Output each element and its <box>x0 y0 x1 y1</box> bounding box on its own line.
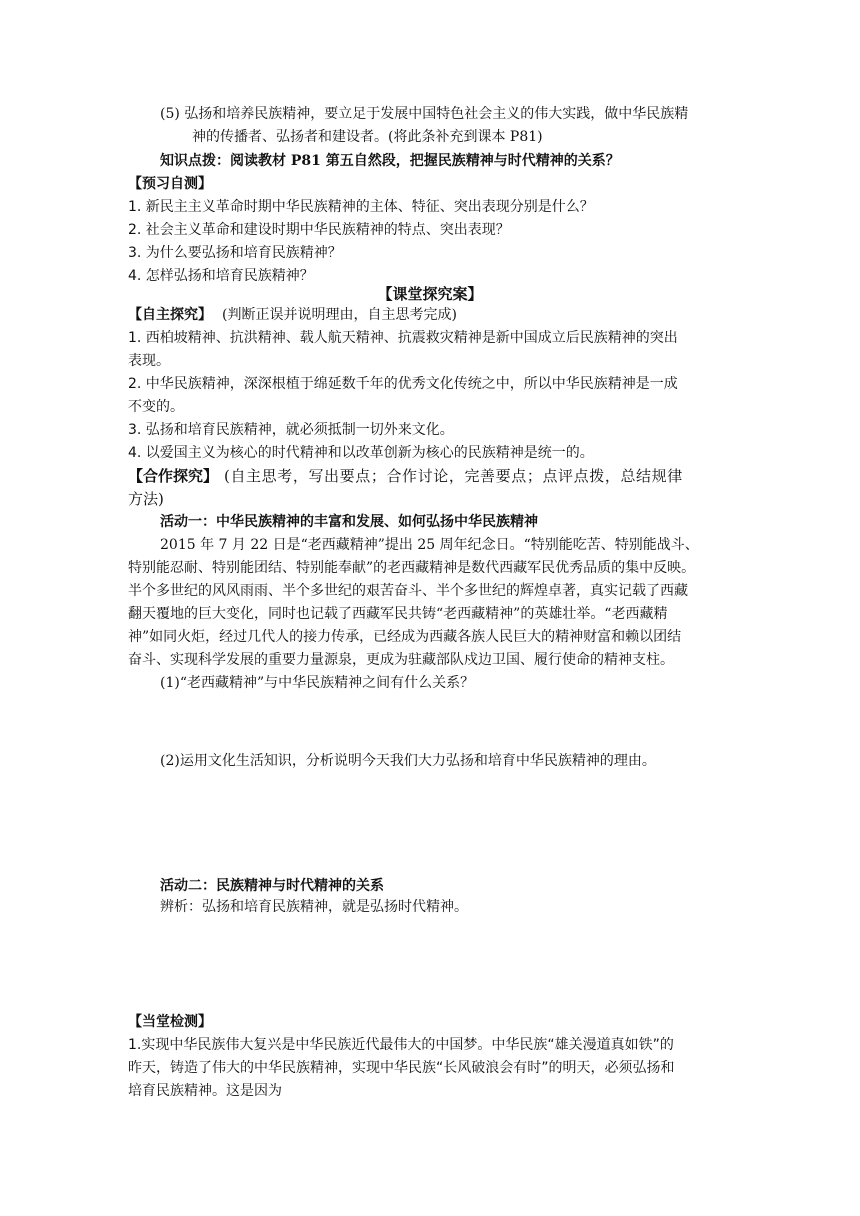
self-item-2-line-2: 不变的。 <box>128 399 184 415</box>
class-test-line-3: 培育民族精神。这是因为 <box>128 1083 282 1099</box>
self-explore-note: (判断正误并说明理由，自主思考完成) <box>222 307 457 323</box>
activity-1-para-line-6: 奋斗、实现科学发展的重要力量源泉，更成为驻藏部队戍边卫国、履行使命的精神支柱。 <box>128 652 674 668</box>
self-item-1-line-2: 表现。 <box>128 353 170 369</box>
activity-1-para-line-2: 特别能忍耐、特别能团结、特别能奉献”的老西藏精神是数代西藏军民优秀品质的集中反映。 <box>128 560 696 576</box>
activity-1-para-line-3: 半个多世纪的风风雨雨、半个多世纪的艰苦奋斗、半个多世纪的辉煌卓著，真实记载了西藏 <box>128 583 688 599</box>
activity-1-para-line-1: 2015 年 7 月 22 日是“老西藏精神”提出 25 周年纪念日。“特别能吃苦、特别能战斗、 <box>160 537 699 553</box>
activity-1-para-line-4: 翻天覆地的巨大变化，同时也记载了西藏军民共铸“老西藏精神”的英雄壮举。“老西藏精 <box>128 606 668 622</box>
class-test-line-2: 昨天，铸造了伟大的中华民族精神，实现中华民族“长风破浪会有时”的明天，必须弘扬和 <box>128 1060 675 1076</box>
activity-1-para-line-5: 神”如同火炬，经过几代人的接力传承，已经成为西藏各族人民巨大的精神财富和赖以团结 <box>128 629 682 645</box>
self-item-1-line-1: 1. 西柏坡精神、抗洪精神、载人航天精神、抗震救灾精神是新中国成立后民族精神的突出 <box>128 330 678 346</box>
self-item-2-line-1: 2. 中华民族精神，深深根植于绵延数千年的优秀文化传统之中，所以中华民族精神是一成 <box>128 376 678 392</box>
activity-2-title: 活动二：民族精神与时代精神的关系 <box>160 878 384 894</box>
class-test-line-1: 1.实现中华民族伟大复兴是中华民族近代最伟大的中国梦。中华民族“雄关漫道真如铁”的 <box>128 1037 674 1053</box>
activity-2-analysis: 辨析：弘扬和培育民族精神，就是弘扬时代精神。 <box>160 899 468 915</box>
activity-1-question-1: (1)“老西藏精神”与中华民族精神之间有什么关系？ <box>160 675 475 691</box>
preview-test-heading: 【预习自测】 <box>128 176 212 192</box>
knowledge-tip: 知识点拨：阅读教材 P81 第五自然段，把握民族精神与时代精神的关系？ <box>160 153 620 169</box>
activity-1-title: 活动一：中华民族精神的丰富和发展、如何弘扬中华民族精神 <box>160 514 538 530</box>
point-5-line-1: (5) 弘扬和培养民族精神，要立足于发展中国特色社会主义的伟大实践，做中华民族精 <box>160 106 689 122</box>
self-item-3: 3. 弘扬和培育民族精神，就必须抵制一切外来文化。 <box>128 422 454 438</box>
coop-explore-note-line-1: (自主思考，写出要点；合作讨论，完善要点；点评点拨，总结规律 <box>224 467 683 485</box>
coop-explore-heading: 【合作探究】 <box>128 467 219 485</box>
self-item-4: 4. 以爱国主义为核心的时代精神和以改革创新为核心的民族精神是统一的。 <box>128 445 594 461</box>
preview-item-3: 3. 为什么要弘扬和培育民族精神？ <box>128 245 342 261</box>
preview-item-1: 1. 新民主主义革命时期中华民族精神的主体、特征、突出表现分别是什么？ <box>128 199 594 215</box>
activity-1-question-2: (2)运用文化生活知识，分析说明今天我们大力弘扬和培育中华民族精神的理由。 <box>160 753 656 769</box>
class-test-heading: 【当堂检测】 <box>128 1014 212 1030</box>
preview-item-4: 4. 怎样弘扬和培育民族精神？ <box>128 268 314 284</box>
classroom-title: 【课堂探究案】 <box>377 285 483 303</box>
point-5-line-2: 神的传播者、弘扬者和建设者。(将此条补充到课本 P81) <box>192 129 543 145</box>
coop-explore-note-line-2: 方法) <box>128 490 164 508</box>
preview-item-2: 2. 社会主义革命和建设时期中华民族精神的特点、突出表现？ <box>128 222 510 238</box>
self-explore-heading: 【自主探究】 <box>128 307 212 323</box>
